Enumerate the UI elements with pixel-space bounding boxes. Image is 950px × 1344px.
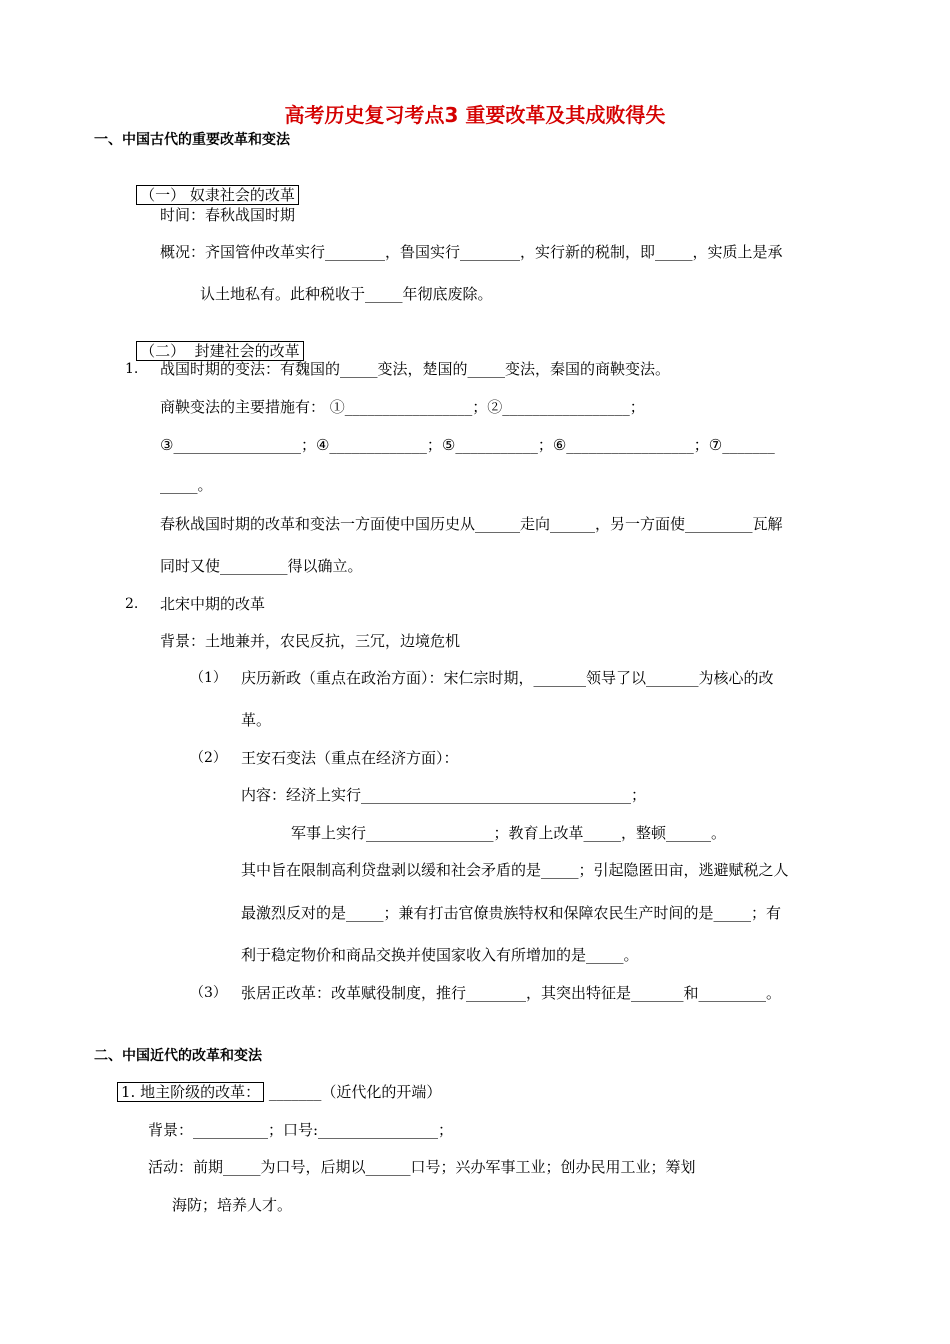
text-line: 春秋战国时期的改革和变法一方面使中国历史从______走向______，另一方面使_________瓦解 (160, 515, 783, 533)
subitem-number: （3） (190, 985, 227, 1001)
text-line: 军事上实行_________________；教育上改革_____，整顿______。 (291, 824, 727, 842)
boxed-heading: （二） 封建社会的改革 (136, 341, 304, 361)
box-label-landlord-reform (117, 1082, 441, 1102)
item-number: 2. (125, 596, 139, 612)
text-line: 背景：__________；口号:________________； (148, 1121, 454, 1139)
text-line: ③_________________；④_____________；⑤___________；⑥_________________；⑦_______ (160, 436, 775, 454)
text-line: 内容：经济上实行____________________________________； (241, 786, 647, 804)
document-title: 高考历史复习考点3 重要改革及其成败得失 (284, 103, 666, 127)
text-line: 海防；培养人才。 (172, 1196, 293, 1214)
box-suffix: _______（近代化的开端） (264, 1083, 442, 1101)
text-line: 北宋中期的改革 (160, 595, 266, 613)
item-number: 1. (125, 361, 139, 377)
text-line: 张居正改革：改革赋役制度，推行________，其突出特征是_______和_________。 (241, 984, 782, 1002)
text-line: 王安石变法（重点在经济方面）： (241, 749, 459, 767)
text-line: 商鞅变法的主要措施有： ①_________________；②_________________； (160, 398, 645, 416)
text-line: 战国时期的变法：有魏国的_____变法，楚国的_____变法，秦国的商鞅变法。 (160, 360, 671, 378)
subitem-number: （2） (190, 750, 227, 766)
text-line: 活动：前期_____为口号，后期以______口号；兴办军事工业；创办民用工业；筹划 (148, 1158, 696, 1176)
boxed-heading: 1. 地主阶级的改革： (117, 1082, 264, 1102)
text-line: 时间：春秋战国时期 (160, 206, 296, 224)
text-line: 利于稳定物价和商品交换并使国家收入有所增加的是_____。 (241, 946, 639, 964)
text-line: 其中旨在限制高利贷盘剥以缓和社会矛盾的是_____；引起隐匿田亩，逃避赋税之人 (241, 861, 789, 879)
subitem-number: （1） (190, 670, 227, 686)
text-line: 认土地私有。此种税收于_____年彻底废除。 (200, 285, 493, 303)
boxed-heading: （一） 奴隶社会的改革 (136, 185, 299, 205)
text-line: _____。 (160, 476, 213, 494)
text-line: 革。 (241, 711, 272, 729)
text-line: 概况：齐国管仲改革实行________，鲁国实行________，实行新的税制，即_____，实质上是承 (160, 243, 783, 261)
section-heading-modern: 二、中国近代的改革和变法 (94, 1048, 262, 1064)
text-line: 背景：土地兼并，农民反抗，三冗，边境危机 (160, 632, 461, 650)
text-line: 同时又使_________得以确立。 (160, 557, 363, 575)
section-heading-ancient: 一、中国古代的重要改革和变法 (94, 132, 290, 148)
text-line: 最激烈反对的是_____；兼有打击官僚贵族特权和保障农民生产时间的是_____；有 (241, 904, 782, 922)
text-line: 庆历新政（重点在政治方面）：宋仁宗时期，_______领导了以_______为核心的改 (241, 669, 774, 687)
